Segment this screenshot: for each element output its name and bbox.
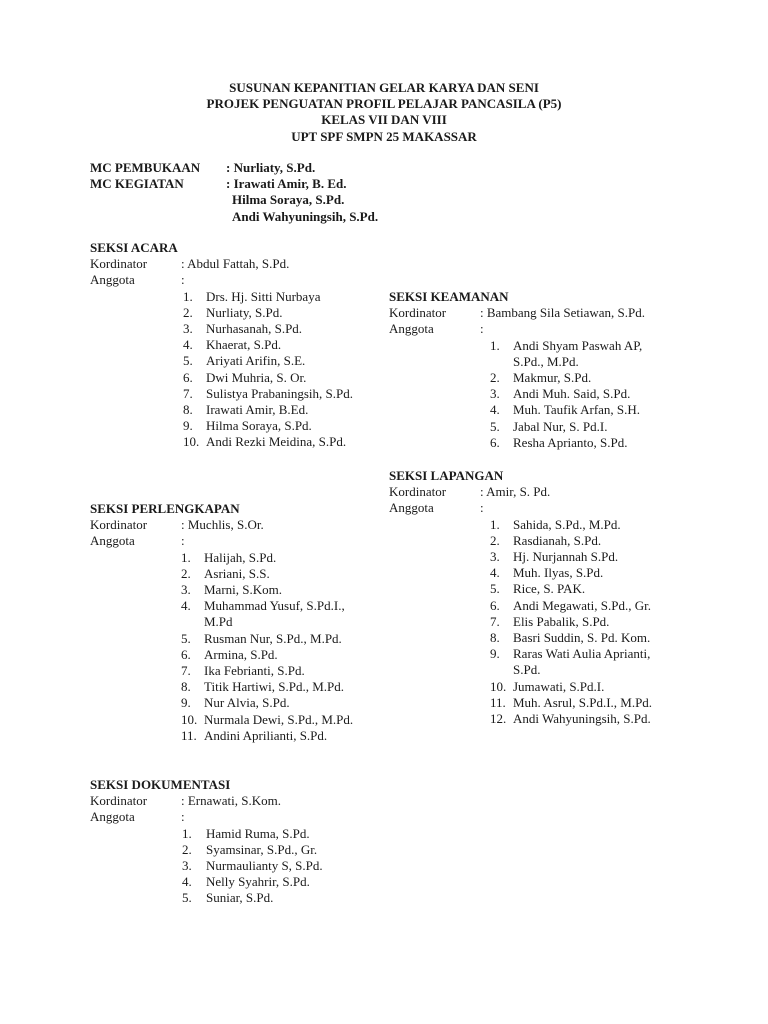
member-list <box>90 550 353 744</box>
member-list <box>389 338 645 451</box>
header-title: SUSUNAN KEPANITIAN GELAR KARYA DAN SENI <box>229 80 539 95</box>
item-number: 12. <box>490 711 507 727</box>
member-name: Hilma Soraya, S.Pd. <box>206 418 312 434</box>
list-item <box>183 402 353 418</box>
item-number <box>181 614 204 630</box>
mc-pembukaan-value: : Nurliaty, S.Pd. <box>226 160 316 175</box>
anggota-label: Anggota <box>389 321 434 337</box>
member-name: Muhammad Yusuf, S.Pd.I., <box>204 598 345 614</box>
list-item <box>490 630 652 646</box>
anggota-colon: : <box>480 500 484 516</box>
item-number: 1. <box>183 288 193 304</box>
list-item <box>181 695 353 711</box>
member-name: Nurmala Dewi, S.Pd., M.Pd. <box>204 711 354 727</box>
section-keamanan <box>389 289 645 451</box>
list-item <box>490 711 652 727</box>
member-list <box>389 517 652 728</box>
list-item <box>182 858 323 874</box>
anggota-label: Anggota <box>90 533 135 549</box>
item-number: 6. <box>183 369 193 385</box>
anggota-label: Anggota <box>90 809 135 825</box>
member-name: Nurmaulianty S, S.Pd. <box>206 858 323 874</box>
item-number <box>490 662 513 678</box>
list-item <box>182 826 323 842</box>
item-number: 5. <box>490 418 500 434</box>
member-name: Muh. Ilyas, S.Pd. <box>513 565 604 581</box>
member-name: Andi Muh. Said, S.Pd. <box>513 386 631 402</box>
list-item <box>181 598 353 614</box>
item-number: 4. <box>181 598 191 614</box>
member-name: Syamsinar, S.Pd., Gr. <box>206 841 318 857</box>
section-title: SEKSI KEAMANAN <box>389 289 509 304</box>
list-item <box>183 353 353 369</box>
kordinator-row <box>90 793 323 809</box>
item-number: 2. <box>182 841 192 857</box>
kordinator-value: : Abdul Fattah, S.Pd. <box>181 256 290 272</box>
anggota-label: Anggota <box>389 500 434 516</box>
member-name: Hamid Ruma, S.Pd. <box>206 825 310 841</box>
anggota-row <box>389 500 652 516</box>
list-item <box>181 728 353 744</box>
member-name: Ika Febrianti, S.Pd. <box>204 663 305 679</box>
list-item <box>490 565 652 581</box>
member-name: Andi Wahyuningsih, S.Pd. <box>513 711 651 727</box>
member-name: Rasdianah, S.Pd. <box>513 532 602 548</box>
kordinator-row <box>389 305 645 321</box>
kordinator-value: : Bambang Sila Setiawan, S.Pd. <box>480 305 646 321</box>
section-title: SEKSI DOKUMENTASI <box>90 777 231 792</box>
mc-kegiatan-extra-2: Andi Wahyuningsih, S.Pd. <box>232 208 379 224</box>
item-number: 10. <box>183 434 200 450</box>
item-number: 1. <box>181 549 191 565</box>
kordinator-label: Kordinator <box>389 484 447 500</box>
item-number: 4. <box>490 402 500 418</box>
member-name: Ariyati Arifin, S.E. <box>206 353 306 369</box>
item-number: 8. <box>490 630 500 646</box>
item-number: 9. <box>181 695 191 711</box>
list-item <box>490 646 652 662</box>
list-item <box>490 354 645 370</box>
item-number: 11. <box>181 727 197 743</box>
member-name: Marni, S.Kom. <box>204 582 282 598</box>
mc-pembukaan-label: MC PEMBUKAAN <box>90 160 201 175</box>
section-title: SEKSI LAPANGAN <box>389 468 504 483</box>
section-perlengkapan <box>90 501 353 744</box>
member-name: Rusman Nur, S.Pd., M.Pd. <box>204 630 342 646</box>
item-number: 5. <box>182 890 192 906</box>
member-name: Muh. Taufik Arfan, S.H. <box>513 402 641 418</box>
member-name: S.Pd., M.Pd. <box>513 353 579 369</box>
anggota-row <box>90 533 353 549</box>
member-name: Armina, S.Pd. <box>204 646 278 662</box>
member-name: Suniar, S.Pd. <box>206 890 274 906</box>
kordinator-label: Kordinator <box>90 256 148 272</box>
kordinator-row <box>90 256 353 272</box>
member-name: Asriani, S.S. <box>204 565 270 581</box>
item-number: 7. <box>490 613 500 629</box>
list-item <box>181 679 353 695</box>
member-name: Resha Aprianto, S.Pd. <box>513 434 628 450</box>
anggota-label: Anggota <box>90 272 135 288</box>
anggota-colon: : <box>181 533 185 549</box>
list-item <box>181 663 353 679</box>
member-name: Jabal Nur, S. Pd.I. <box>513 418 608 434</box>
section-dokumentasi <box>90 777 323 907</box>
list-item <box>183 305 353 321</box>
kordinator-value: : Amir, S. Pd. <box>480 484 551 500</box>
mc-kegiatan-label: MC KEGIATAN <box>90 176 184 192</box>
item-number: 10. <box>490 678 507 694</box>
list-item <box>490 581 652 597</box>
item-number: 9. <box>183 418 193 434</box>
member-name: Sahida, S.Pd., M.Pd. <box>513 516 621 532</box>
list-item <box>183 386 353 402</box>
mc-kegiatan-extra-1: Hilma Soraya, S.Pd. <box>232 192 345 208</box>
list-item <box>490 598 652 614</box>
member-name: Elis Pabalik, S.Pd. <box>513 613 610 629</box>
member-name: S.Pd. <box>513 662 541 678</box>
member-list <box>90 826 323 907</box>
list-item <box>490 614 652 630</box>
list-item <box>490 402 645 418</box>
anggota-colon: : <box>181 272 185 288</box>
list-item <box>181 566 353 582</box>
kordinator-label: Kordinator <box>90 793 148 809</box>
item-number: 3. <box>182 858 192 874</box>
kordinator-label: Kordinator <box>389 305 447 321</box>
item-number: 5. <box>490 581 500 597</box>
member-name: Khaerat, S.Pd. <box>206 337 282 353</box>
member-name: Hj. Nurjannah S.Pd. <box>513 549 619 565</box>
list-item <box>490 549 652 565</box>
member-name: Andi Shyam Paswah AP, <box>513 337 643 353</box>
mc-kegiatan-row <box>90 176 378 192</box>
list-item <box>490 435 645 451</box>
anggota-colon: : <box>181 809 185 825</box>
list-item <box>183 434 353 450</box>
mc-kegiatan-value: : Irawati Amir, B. Ed. <box>226 176 347 192</box>
list-item <box>183 289 353 305</box>
anggota-row <box>389 321 645 337</box>
item-number: 4. <box>182 874 192 890</box>
mc-block <box>90 160 378 225</box>
list-item <box>182 874 323 890</box>
item-number: 3. <box>181 582 191 598</box>
list-item <box>490 679 652 695</box>
member-name: M.Pd <box>204 614 233 630</box>
list-item <box>181 550 353 566</box>
list-item <box>183 337 353 353</box>
section-title: SEKSI PERLENGKAPAN <box>90 501 240 516</box>
item-number: 4. <box>490 565 500 581</box>
item-number: 2. <box>183 304 193 320</box>
item-number: 7. <box>183 385 193 401</box>
member-name: Drs. Hj. Sitti Nurbaya <box>206 288 321 304</box>
list-item <box>181 647 353 663</box>
item-number: 4. <box>183 337 193 353</box>
item-number: 3. <box>490 549 500 565</box>
section-acara <box>90 240 353 451</box>
member-name: Irawati Amir, B.Ed. <box>206 402 309 418</box>
item-number: 10. <box>181 711 198 727</box>
item-number: 6. <box>490 597 500 613</box>
list-item <box>182 842 323 858</box>
list-item <box>181 582 353 598</box>
member-name: Dwi Muhria, S. Or. <box>206 369 307 385</box>
item-number <box>490 354 513 370</box>
item-number: 5. <box>181 630 191 646</box>
member-name: Jumawati, S.Pd.I. <box>513 678 605 694</box>
item-number: 6. <box>490 434 500 450</box>
item-number: 2. <box>181 565 191 581</box>
item-number: 2. <box>490 370 500 386</box>
header-school: UPT SPF SMPN 25 MAKASSAR <box>291 128 477 144</box>
item-number: 8. <box>183 402 193 418</box>
list-item <box>183 418 353 434</box>
member-name: Andini Aprilianti, S.Pd. <box>204 727 328 743</box>
item-number: 8. <box>181 679 191 695</box>
item-number: 1. <box>490 337 500 353</box>
list-item <box>490 695 652 711</box>
member-name: Nur Alvia, S.Pd. <box>204 695 290 711</box>
list-item <box>490 419 645 435</box>
member-name: Titik Hartiwi, S.Pd., M.Pd. <box>204 679 345 695</box>
item-number: 3. <box>183 321 193 337</box>
item-number: 3. <box>490 386 500 402</box>
kordinator-row <box>389 484 652 500</box>
kordinator-row <box>90 517 353 533</box>
item-number: 1. <box>490 516 500 532</box>
member-name: Andi Rezki Meidina, S.Pd. <box>206 434 347 450</box>
member-name: Basri Suddin, S. Pd. Kom. <box>513 630 651 646</box>
list-item <box>490 662 652 678</box>
list-item <box>490 370 645 386</box>
header-class: KELAS VII DAN VIII <box>321 112 447 128</box>
list-item <box>181 631 353 647</box>
list-item <box>490 533 652 549</box>
item-number: 6. <box>181 646 191 662</box>
item-number: 7. <box>181 663 191 679</box>
item-number: 9. <box>490 646 500 662</box>
member-name: Nurhasanah, S.Pd. <box>206 321 303 337</box>
member-name: Muh. Asrul, S.Pd.I., M.Pd. <box>513 694 653 710</box>
member-name: Raras Wati Aulia Aprianti, <box>513 646 651 662</box>
member-name: Nurliaty, S.Pd. <box>206 304 283 320</box>
member-name: Rice, S. PAK. <box>513 581 586 597</box>
member-name: Andi Megawati, S.Pd., Gr. <box>513 597 651 613</box>
kordinator-value: : Ernawati, S.Kom. <box>181 793 282 809</box>
list-item <box>181 614 353 630</box>
member-name: Sulistya Prabaningsih, S.Pd. <box>206 385 353 401</box>
member-name: Nelly Syahrir, S.Pd. <box>206 874 310 890</box>
list-item <box>183 321 353 337</box>
member-list <box>90 289 353 451</box>
kordinator-label: Kordinator <box>90 517 148 533</box>
list-item <box>181 712 353 728</box>
header-subtitle: PROJEK PENGUATAN PROFIL PELAJAR PANCASILA (P5) <box>206 96 562 112</box>
list-item <box>490 517 652 533</box>
item-number: 1. <box>182 825 192 841</box>
document-header <box>0 80 768 145</box>
item-number: 2. <box>490 532 500 548</box>
list-item <box>182 890 323 906</box>
kordinator-value: : Muchlis, S.Or. <box>181 517 264 533</box>
list-item <box>490 386 645 402</box>
list-item <box>490 338 645 354</box>
section-lapangan <box>389 468 652 727</box>
member-name: Makmur, S.Pd. <box>513 370 592 386</box>
item-number: 11. <box>490 694 506 710</box>
member-name: Halijah, S.Pd. <box>204 549 277 565</box>
list-item <box>183 370 353 386</box>
item-number: 5. <box>183 353 193 369</box>
anggota-row <box>90 272 353 288</box>
section-title: SEKSI ACARA <box>90 240 178 255</box>
anggota-colon: : <box>480 321 484 337</box>
anggota-row <box>90 809 323 825</box>
mc-pembukaan-row <box>90 160 378 176</box>
